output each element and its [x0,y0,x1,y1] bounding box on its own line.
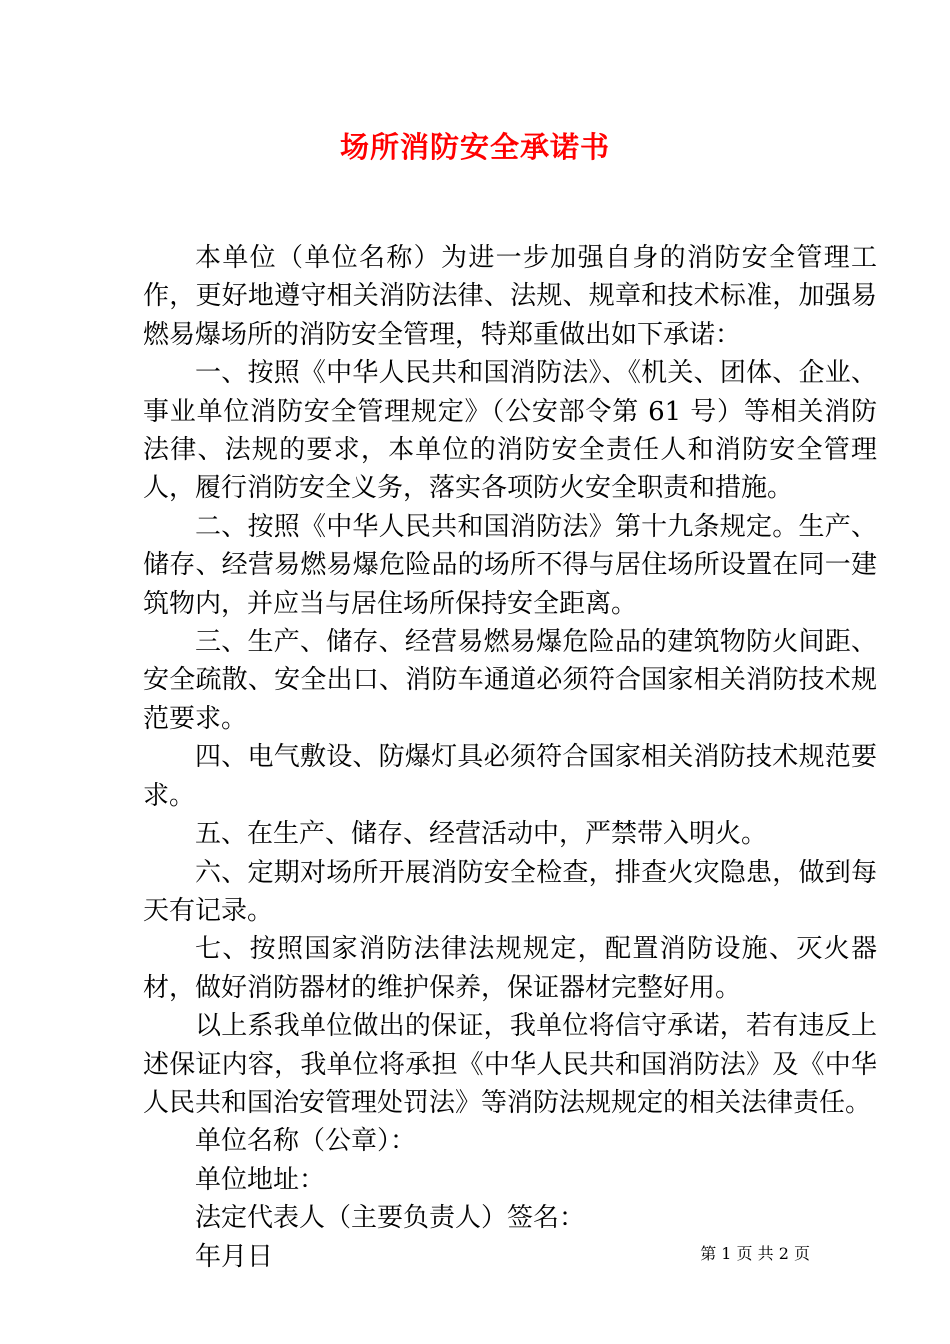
signature-line-company: 单位名称（公章）： [195,1126,417,1157]
paragraph-item-4: 四、电气敷设、防爆灯具必须符合国家相关消防技术规范要求。 [143,742,877,811]
signature-line-address: 单位地址： [195,1164,326,1195]
paragraph-pledge: 以上系我单位做出的保证，我单位将信守承诺，若有违反上述保证内容，我单位将承担《中华人民共和国消防法》及《中华人民共和国治安管理处罚法》等消防法规规定的相关法律责任。 [143,1011,877,1118]
page-number: 第 1 页 共 2 页 [700,1244,810,1263]
signature-line-date: 年月日 [195,1241,274,1272]
paragraph-item-3: 三、生产、储存、经营易燃易爆危险品的建筑物防火间距、安全疏散、安全出口、消防车通道必须符合国家相关消防技术规范要求。 [143,627,877,734]
paragraph-item-1: 一、按照《中华人民共和国消防法》、《机关、团体、企业、事业单位消防安全管理规定》（公安部令第 61 号）等相关消防法律、法规的要求，本单位的消防安全责任人和消防安全管理人，履行消防安全义务，落实各项防火安全职责和措施。 [143,358,877,504]
paragraph-item-5: 五、在生产、储存、经营活动中，严禁带入明火。 [195,819,768,850]
paragraph-item-2: 二、按照《中华人民共和国消防法》第十九条规定。生产、储存、经营易燃易爆危险品的场所不得与居住场所设置在同一建筑物内，并应当与居住场所保持安全距离。 [143,511,877,619]
paragraph-item-6: 六、定期对场所开展消防安全检查，排查火灾隐患，做到每天有记录。 [143,857,877,926]
paragraph-intro: 本单位（单位名称）为进一步加强自身的消防安全管理工作，更好地遵守相关消防法律、法规、规章和技术标准，加强易燃易爆场所的消防安全管理，特郑重做出如下承诺： [143,243,877,350]
signature-line-legal-rep: 法定代表人（主要负责人）签名： [195,1203,586,1234]
document-body [143,239,877,1276]
document-title: 场所消防安全承诺书 [339,130,610,164]
paragraph-item-7: 七、按照国家消防法律法规规定，配置消防设施、灭火器材，做好消防器材的维护保养，保证器材完整好用。 [143,934,877,1003]
